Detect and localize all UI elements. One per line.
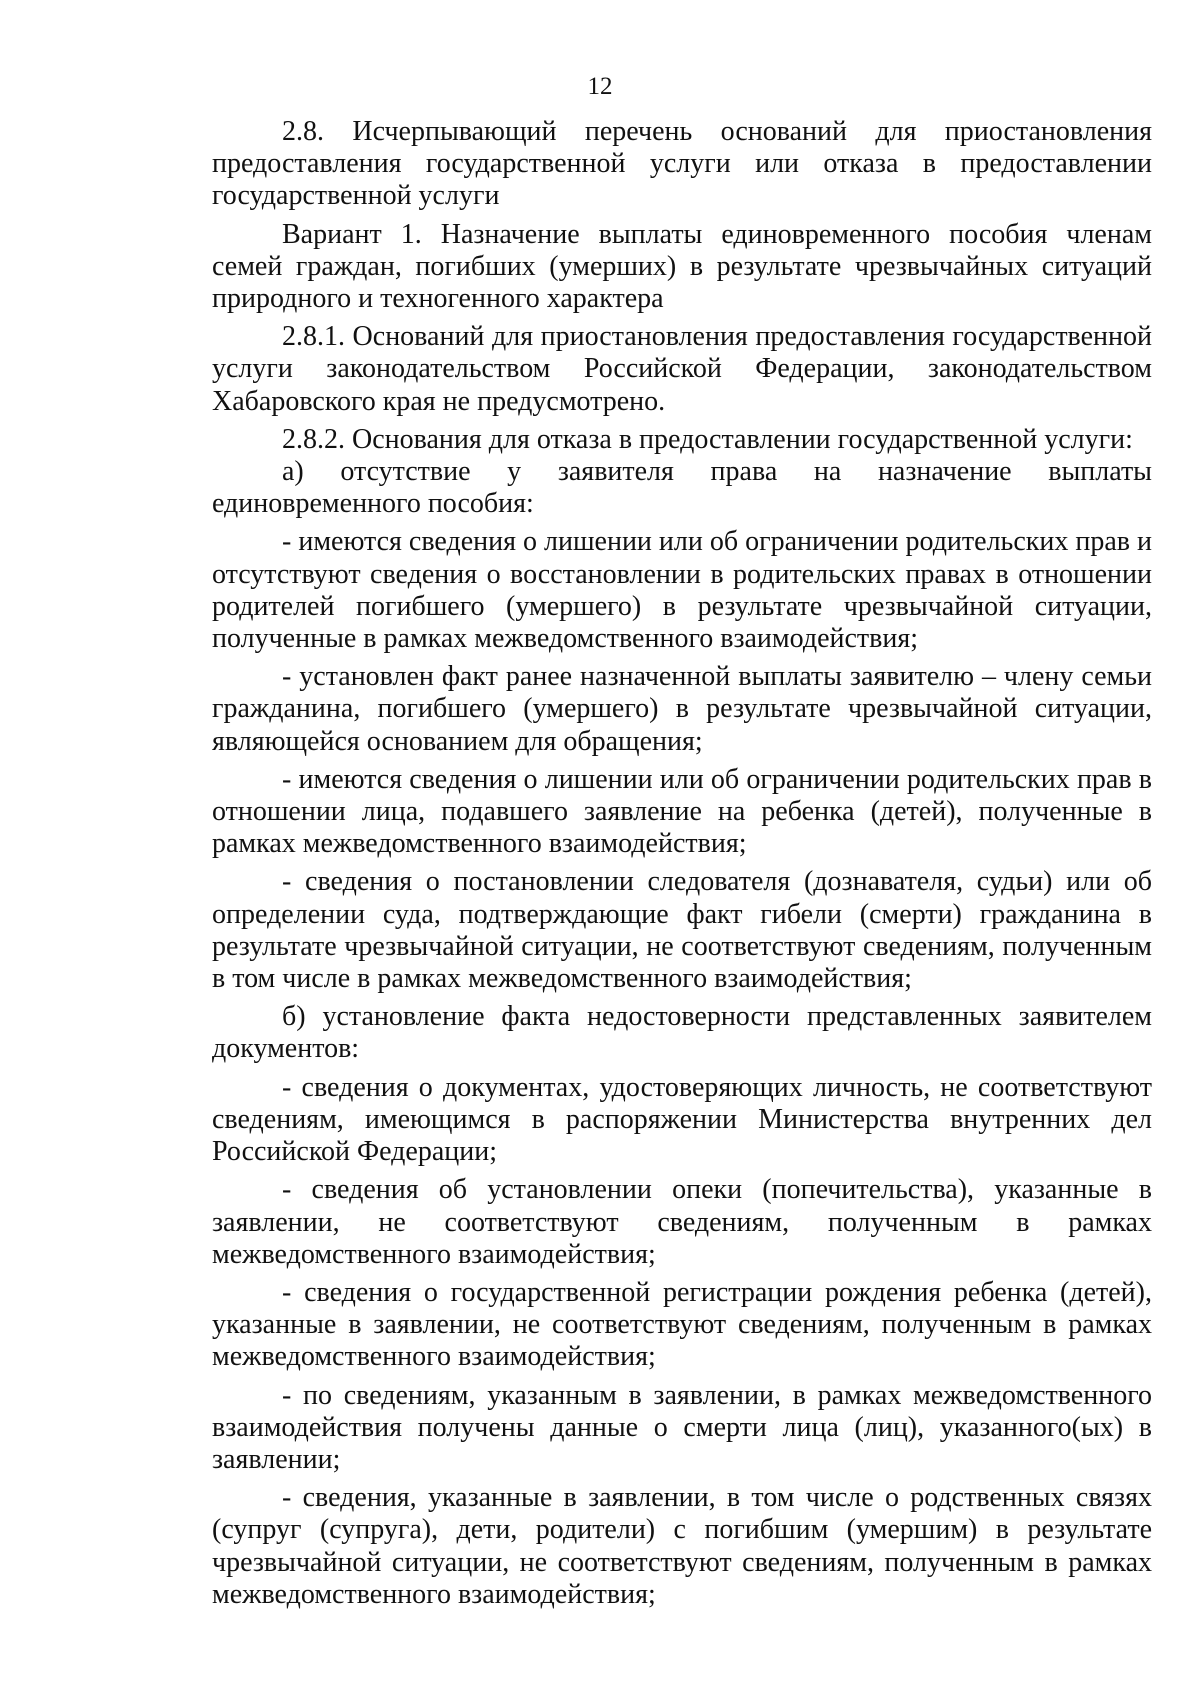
document-body [212, 116, 1152, 1611]
page-number: 12 [587, 73, 613, 100]
list-item: - сведения о государственной регистрации рождения ребенка (детей), указанные в заявлении, не соответствуют сведениям, полученным в рамках межведомственного взаимодействия; [212, 1276, 1152, 1373]
list-item: - имеются сведения о лишении или об ограничении родительских прав в отношении лица, подавшего заявление на ребенка (детей), полученные в рамках межведомственного взаимодействия; [212, 763, 1152, 860]
subclause-b: б) установление факта недостоверности представленных заявителем документов: [212, 1001, 1152, 1065]
list-item: - сведения о документах, удостоверяющих личность, не соответствуют сведениям, имеющимся в распоряжении Министерства внутренних дел Российской Федерации; [212, 1071, 1152, 1168]
section-heading-2-8: 2.8. Исчерпывающий перечень оснований для приостановления предоставления государственной услуги или отказа в предоставлении государственной услуги [212, 116, 1152, 212]
list-item: - по сведениям, указанным в заявлении, в рамках межведомственного взаимодействия получены данные о смерти лица (лиц), указанного(ых) в заявлении; [212, 1379, 1152, 1475]
list-item: - сведения, указанные в заявлении, в том числе о родственных связях (супруг (супруга), дети, родители) с погибшим (умершим) в результате чрезвычайной ситуации, не соответствуют сведениям, полученным в рамках межведомственного взаимодействия; [212, 1482, 1152, 1610]
clause-2-8-2: 2.8.2. Основания для отказа в предоставлении государственной услуги: [282, 423, 1133, 455]
list-item: - сведения о постановлении следователя (дознавателя, судьи) или об определении суда, подтверждающие факт гибели (смерти) гражданина в результате чрезвычайной ситуации, не соответствуют сведениям, полученным в том числе в рамках межведомственного взаимодействия; [212, 866, 1152, 995]
list-item: - установлен факт ранее назначенной выплаты заявителю – члену семьи гражданина, погибшего (умершего) в результате чрезвычайной ситуации, являющейся основанием для обращения; [212, 661, 1152, 757]
list-item: - имеются сведения о лишении или об ограничении родительских прав и отсутствуют сведения о восстановлении в родительских правах в отношении родителей погибшего (умершего) в результате чрезвычайной ситуации, полученные в рамках межведомственного взаимодействия; [212, 526, 1152, 655]
variant-1-heading: Вариант 1. Назначение выплаты единовременного пособия членам семей граждан, погибших (умерших) в результате чрезвычайных ситуаций природного и техногенного характера [212, 218, 1152, 315]
list-item: - сведения об установлении опеки (попечительства), указанные в заявлении, не соответствуют сведениям, полученным в рамках межведомственного взаимодействия; [212, 1174, 1152, 1270]
subclause-a: а) отсутствие у заявителя права на назначение выплаты единовременного пособия: [212, 456, 1152, 520]
clause-2-8-1: 2.8.1. Оснований для приостановления предоставления государственной услуги законодательством Российской Федерации, законодательством Хабаровского края не предусмотрено. [212, 321, 1152, 417]
